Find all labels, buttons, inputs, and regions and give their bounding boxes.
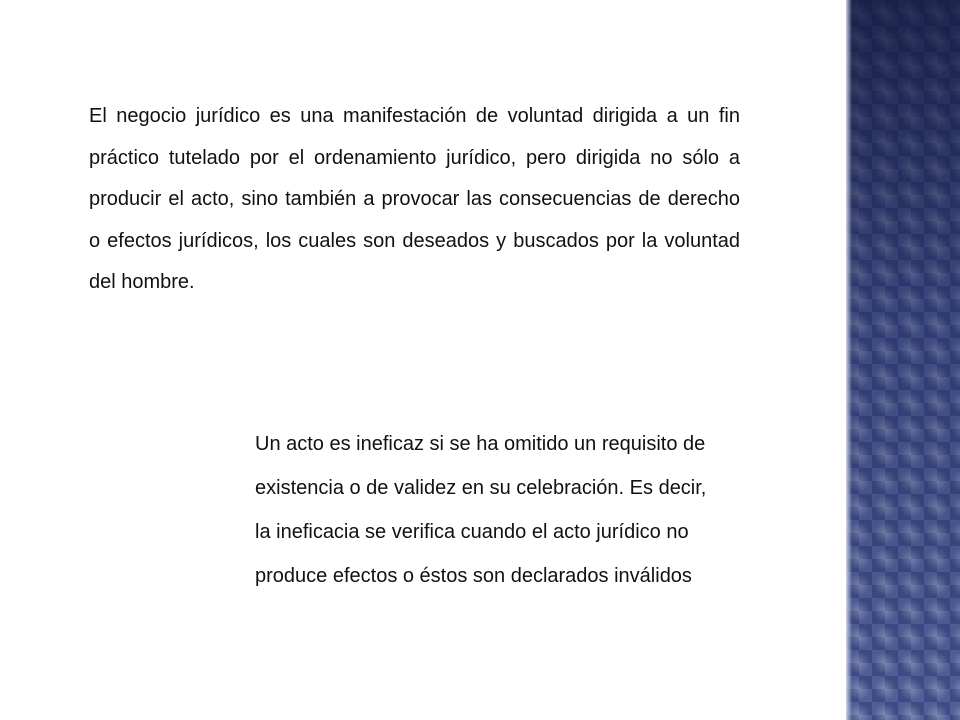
ineffectiveness-paragraph: Un acto es ineficaz si se ha omitido un requisito de existencia o de validez en su celebración. Es decir, la ineficacia se verifica cuando el acto jurídico no produce efectos o éstos son declarados inválidos	[255, 433, 707, 587]
decorative-side-band	[846, 0, 960, 720]
side-band-gradient	[846, 0, 960, 720]
side-band-edge	[846, 0, 852, 720]
definition-paragraph: El negocio jurídico es una manifestación de voluntad dirigida a un fin práctico tutelado por el ordenamiento jurídico, pero dirigida no sólo a producir el acto, sino también a provocar las consecuencias de derecho o efectos jurídicos, los cuales son deseados y buscados por la voluntad del hombre.	[89, 105, 740, 294]
